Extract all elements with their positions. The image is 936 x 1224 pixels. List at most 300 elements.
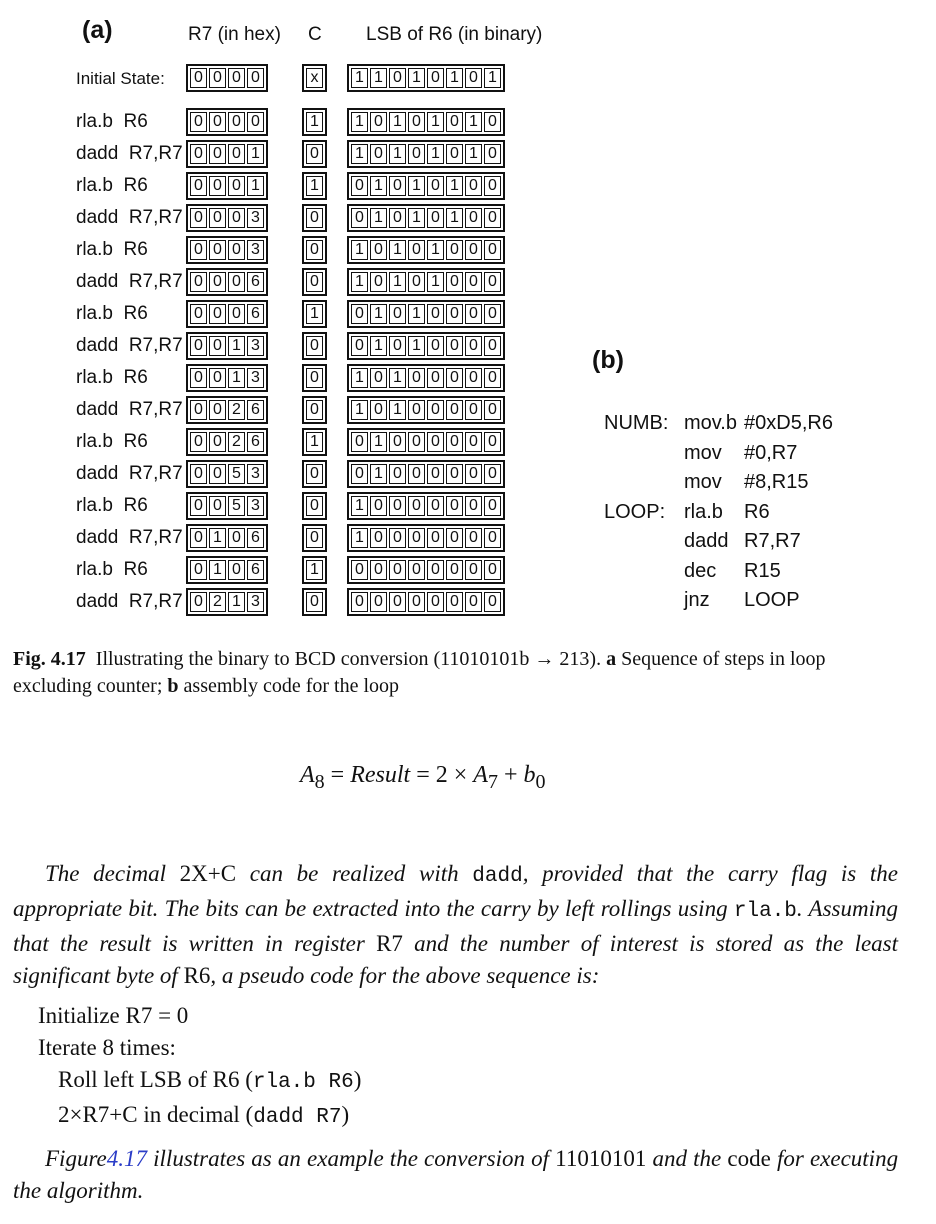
pseudo-line-3-end: )	[353, 1067, 362, 1092]
p1-text-5: and the number of interest is stored as the least significant byte of	[13, 931, 899, 988]
pseudo-line-4-code: dadd R7	[253, 1106, 342, 1129]
r7-register-bit: 3	[247, 592, 264, 612]
r7-register	[186, 172, 268, 200]
r7-register-bit: 0	[190, 592, 207, 612]
r6-register-bit: 0	[446, 272, 463, 292]
trace-instruction: dadd R7,R7	[76, 271, 183, 292]
trace-instruction: dadd R7,R7	[76, 399, 183, 420]
r6-register-bit: 0	[484, 592, 501, 612]
paragraph-2	[13, 1143, 898, 1207]
r7-register-bit: 0	[209, 496, 226, 516]
r6-register-bit: 0	[484, 304, 501, 324]
trace-row	[0, 492, 580, 522]
r6-register-bit: 0	[389, 496, 406, 516]
trace-instruction: Initial State:	[76, 69, 165, 88]
carry-flag-bit: 1	[306, 560, 323, 580]
code-line-op: mov	[684, 471, 722, 493]
r6-register-bit: 1	[389, 144, 406, 164]
p1-text-4: . Assuming that the result is written in register	[13, 896, 898, 956]
paragraph-1	[13, 858, 898, 992]
r7-register-bit: 6	[247, 432, 264, 452]
r6-register-bit: 0	[446, 496, 463, 516]
r6-register-bit: 0	[427, 368, 444, 388]
r7-register-bit: 0	[190, 304, 207, 324]
r6-register-bit: 0	[370, 592, 387, 612]
r7-register-bit: 1	[228, 592, 245, 612]
trace-instruction: rla.b R6	[76, 303, 148, 324]
r6-register-bit: 0	[427, 528, 444, 548]
eq-equals-1: =	[324, 762, 351, 788]
code-line-op: dec	[684, 559, 717, 582]
header-r7: R7 (in hex)	[188, 24, 281, 45]
r6-register-bit: 1	[389, 400, 406, 420]
header-r6: LSB of R6 (in binary)	[366, 24, 543, 45]
r6-register-bit: 1	[427, 240, 444, 260]
r6-register-bit: 0	[351, 464, 368, 484]
p2-text-3: and the	[652, 1146, 722, 1171]
r6-register-bit: 0	[484, 496, 501, 516]
carry-flag-bit: 1	[306, 432, 323, 452]
r7-register-bit: 0	[190, 496, 207, 516]
r6-register	[347, 460, 505, 488]
r6-register-bit: 0	[484, 400, 501, 420]
r6-register-bit: 1	[408, 176, 425, 196]
r6-register	[347, 172, 505, 200]
pseudo-line-3-code: rla.b R6	[252, 1071, 354, 1094]
r6-register-bit: 0	[389, 592, 406, 612]
eq-a-sub: 7	[487, 770, 498, 793]
trace-row	[0, 172, 580, 202]
r6-register-bit: 0	[351, 592, 368, 612]
carry-flag	[302, 460, 327, 488]
r7-register-bit: 3	[247, 240, 264, 260]
r6-register-bit: 0	[389, 528, 406, 548]
r7-register-bit: 1	[228, 336, 245, 356]
r6-register-bit: 0	[370, 528, 387, 548]
r6-register-bit: 0	[427, 432, 444, 452]
trace-row	[0, 396, 580, 426]
r7-register	[186, 268, 268, 296]
trace-row	[0, 556, 580, 586]
r6-register	[347, 108, 505, 136]
r7-register-bit: 0	[228, 272, 245, 292]
carry-flag	[302, 300, 327, 328]
r7-register-bit: 3	[247, 336, 264, 356]
carry-flag	[302, 204, 327, 232]
r6-register-bit: 0	[465, 432, 482, 452]
r7-register-bit: 0	[209, 400, 226, 420]
r7-register-bit: 3	[247, 464, 264, 484]
r6-register-bit: 1	[370, 304, 387, 324]
r7-register	[186, 64, 268, 92]
r6-register-bit: 0	[446, 560, 463, 580]
r6-register	[347, 524, 505, 552]
pseudo-line-4-end: )	[341, 1102, 350, 1127]
pseudo-line-4-text: 2×R7+C in decimal (	[58, 1102, 254, 1127]
figure-b-label: (b)	[592, 346, 624, 374]
r6-register-bit: 0	[408, 464, 425, 484]
r7-register-bit: 3	[247, 208, 264, 228]
r6-register	[347, 428, 505, 456]
eq-lhs-sub: 8	[314, 770, 325, 793]
r6-register-bit: 1	[408, 208, 425, 228]
r6-register-bit: 0	[465, 528, 482, 548]
carry-flag-bit: 1	[306, 304, 323, 324]
r6-register-bit: 0	[446, 464, 463, 484]
r6-register-bit: 0	[465, 592, 482, 612]
r6-register	[347, 556, 505, 584]
r6-register-bit: 0	[484, 368, 501, 388]
r6-register-bit: 0	[446, 528, 463, 548]
trace-instruction: dadd R7,R7	[76, 335, 183, 356]
p2-text-1: Figure	[45, 1146, 107, 1171]
r6-register-bit: 1	[370, 432, 387, 452]
code-line-op: mov.b	[684, 412, 737, 434]
carry-flag-bit: 0	[306, 208, 323, 228]
trace-instruction: rla.b R6	[76, 239, 148, 260]
carry-flag	[302, 588, 327, 616]
r7-register-bit: 0	[190, 68, 207, 88]
r6-register-bit: 0	[446, 400, 463, 420]
r7-register-bit: 0	[228, 176, 245, 196]
eq-lhs: A	[300, 762, 315, 788]
trace-row	[0, 332, 580, 362]
r7-register-bit: 0	[190, 464, 207, 484]
code-line-op: dadd	[684, 530, 729, 552]
code-line-label: NUMB:	[604, 412, 669, 434]
caption-text-1: Illustrating the binary to BCD conversion (11010101b → 213).	[95, 648, 602, 670]
r6-register-bit: 0	[427, 592, 444, 612]
r7-register-bit: 0	[228, 304, 245, 324]
r6-register-bit: 0	[370, 496, 387, 516]
header-carry: C	[308, 24, 322, 45]
figure-caption	[13, 646, 903, 700]
r6-register-bit: 0	[370, 368, 387, 388]
caption-part-b: b	[167, 675, 179, 697]
r7-register-bit: 0	[209, 272, 226, 292]
r7-register	[186, 556, 268, 584]
r6-register	[347, 364, 505, 392]
r7-register-bit: 0	[209, 432, 226, 452]
r7-register	[186, 204, 268, 232]
r7-register-bit: 0	[190, 240, 207, 260]
r6-register-bit: 0	[465, 272, 482, 292]
r7-register-bit: 0	[228, 112, 245, 132]
r7-register-bit: 0	[209, 240, 226, 260]
r6-register-bit: 0	[427, 304, 444, 324]
r7-register-bit: 0	[209, 464, 226, 484]
p1-text-2: can be realized with	[249, 861, 459, 886]
r6-register-bit: 0	[408, 432, 425, 452]
r6-register-bit: 0	[484, 528, 501, 548]
r6-register-bit: 0	[389, 336, 406, 356]
r7-register-bit: 1	[247, 144, 264, 164]
p2-text-4: for executing the algorithm.	[13, 1146, 899, 1203]
caption-fig-label: Fig. 4.17	[13, 648, 86, 670]
code-line-op: rla.b	[684, 500, 723, 523]
trace-row	[0, 300, 580, 330]
code-line-arg: #0xD5,R6	[744, 412, 833, 434]
r6-register-bit: 1	[446, 176, 463, 196]
carry-flag	[302, 396, 327, 424]
r6-register	[347, 268, 505, 296]
r6-register-bit: 0	[427, 68, 444, 88]
r6-register-bit: 0	[484, 112, 501, 132]
trace-row	[0, 588, 580, 618]
r6-register-bit: 0	[351, 336, 368, 356]
carry-flag-bit: 0	[306, 592, 323, 612]
r6-register-bit: 0	[370, 240, 387, 260]
r6-register-bit: 0	[465, 400, 482, 420]
r7-register-bit: 6	[247, 272, 264, 292]
r6-register-bit: 0	[446, 240, 463, 260]
r6-register-bit: 0	[389, 208, 406, 228]
r6-register-bit: 0	[465, 68, 482, 88]
trace-instruction: rla.b R6	[76, 175, 148, 196]
trace-instruction: rla.b R6	[76, 111, 148, 132]
code-line-arg: #0,R7	[744, 441, 798, 464]
code-line-arg: R15	[744, 559, 781, 582]
r7-register-bit: 6	[247, 560, 264, 580]
r6-register-bit: 1	[351, 528, 368, 548]
carry-flag-bit: 0	[306, 272, 323, 292]
r7-register-bit: 0	[228, 208, 245, 228]
r7-register	[186, 460, 268, 488]
eq-a: A	[473, 762, 488, 788]
r7-register-bit: 6	[247, 528, 264, 548]
r6-register-bit: 1	[446, 68, 463, 88]
r6-register-bit: 0	[484, 144, 501, 164]
r6-register-bit: 1	[427, 272, 444, 292]
pseudo-line-3	[38, 1064, 361, 1099]
r7-register	[186, 140, 268, 168]
r6-register-bit: 1	[351, 240, 368, 260]
r6-register-bit: 0	[484, 432, 501, 452]
r6-register-bit: 1	[351, 496, 368, 516]
r7-register-bit: 0	[190, 176, 207, 196]
p2-code-word: code	[727, 1146, 771, 1171]
r6-register-bit: 0	[370, 400, 387, 420]
r6-register-bit: 0	[446, 336, 463, 356]
r6-register-bit: 0	[351, 208, 368, 228]
trace-instruction: dadd R7,R7	[76, 527, 183, 548]
trace-row	[0, 140, 580, 170]
r7-register-bit: 0	[228, 240, 245, 260]
pseudo-line-3-text: Roll left LSB of R6 (	[58, 1067, 253, 1092]
r6-register-bit: 0	[465, 208, 482, 228]
r7-register-bit: 0	[190, 432, 207, 452]
carry-flag-bit: 0	[306, 464, 323, 484]
r6-register-bit: 0	[370, 144, 387, 164]
r6-register	[347, 204, 505, 232]
r6-register-bit: 0	[446, 304, 463, 324]
figure-reference-link[interactable]: 4.17	[106, 1146, 147, 1171]
r6-register	[347, 140, 505, 168]
r7-register-bit: 2	[228, 400, 245, 420]
r6-register-bit: 0	[446, 368, 463, 388]
r6-register-bit: 1	[389, 112, 406, 132]
carry-flag	[302, 556, 327, 584]
r7-register-bit: 0	[190, 272, 207, 292]
p2-text-2: illustrates as an example the conversion of	[153, 1146, 550, 1171]
r6-register-bit: 1	[465, 112, 482, 132]
r7-register-bit: 0	[209, 208, 226, 228]
carry-flag	[302, 236, 327, 264]
r7-register-bit: 0	[209, 336, 226, 356]
r7-register-bit: 0	[209, 112, 226, 132]
trace-instruction: rla.b R6	[76, 559, 148, 580]
trace-row	[0, 204, 580, 234]
pseudo-line-2: Iterate 8 times:	[38, 1035, 176, 1060]
r7-register-bit: 1	[247, 176, 264, 196]
code-line-arg: R7,R7	[744, 530, 801, 552]
r7-register-bit: 0	[209, 176, 226, 196]
r6-register-bit: 1	[351, 272, 368, 292]
trace-row	[0, 268, 580, 298]
r6-register-bit: 1	[427, 144, 444, 164]
carry-flag	[302, 108, 327, 136]
caption-text-2: Sequence of steps in loop excluding counter;	[13, 648, 826, 697]
pseudo-line-4	[38, 1099, 361, 1134]
r6-register-bit: 0	[465, 176, 482, 196]
r7-register	[186, 332, 268, 360]
r6-register	[347, 64, 505, 92]
trace-row	[0, 108, 580, 138]
p1-reg-r7: R7	[376, 931, 403, 956]
r6-register	[347, 588, 505, 616]
trace-row	[0, 524, 580, 554]
r6-register-bit: 0	[427, 176, 444, 196]
r7-register	[186, 364, 268, 392]
carry-flag	[302, 172, 327, 200]
carry-flag	[302, 140, 327, 168]
r6-register-bit: 0	[408, 368, 425, 388]
carry-flag-bit: 0	[306, 144, 323, 164]
pseudocode-block	[38, 1000, 361, 1134]
r7-register	[186, 588, 268, 616]
r7-register	[186, 524, 268, 552]
carry-flag	[302, 364, 327, 392]
r7-register-bit: 6	[247, 400, 264, 420]
r6-register-bit: 1	[370, 208, 387, 228]
r7-register-bit: 0	[190, 112, 207, 132]
r6-register-bit: 1	[370, 176, 387, 196]
r6-register-bit: 0	[370, 272, 387, 292]
r6-register-bit: 1	[427, 112, 444, 132]
p1-text-1: The decimal	[45, 861, 166, 886]
r6-register-bit: 0	[465, 464, 482, 484]
r7-register-bit: 0	[228, 560, 245, 580]
r6-register-bit: 0	[484, 240, 501, 260]
carry-flag-bit: 0	[306, 336, 323, 356]
r6-register-bit: 0	[408, 400, 425, 420]
p1-text-3: , provided that the carry flag is the appropriate bit. The bits can be extracted into the carry by left rollings using	[13, 861, 899, 921]
r7-register-bit: 0	[190, 336, 207, 356]
p2-number: 11010101	[555, 1146, 647, 1171]
r6-register-bit: 0	[465, 304, 482, 324]
carry-flag-bit: 0	[306, 368, 323, 388]
r6-register-bit: 1	[484, 68, 501, 88]
r7-register	[186, 492, 268, 520]
r6-register-bit: 1	[446, 208, 463, 228]
r7-register	[186, 300, 268, 328]
p1-expression: 2X+C	[179, 861, 237, 886]
r7-register-bit: 0	[228, 68, 245, 88]
r7-register-bit: 6	[247, 304, 264, 324]
r6-register-bit: 0	[389, 304, 406, 324]
r7-register-bit: 0	[190, 400, 207, 420]
r6-register-bit: 0	[484, 560, 501, 580]
r7-register-bit: 0	[190, 208, 207, 228]
carry-flag	[302, 332, 327, 360]
carry-flag-bit: 1	[306, 176, 323, 196]
caption-part-a: a	[606, 648, 617, 670]
r6-register-bit: 0	[427, 560, 444, 580]
r7-register	[186, 108, 268, 136]
r6-register-bit: 0	[351, 560, 368, 580]
r6-register-bit: 0	[465, 560, 482, 580]
r6-register-bit: 0	[408, 144, 425, 164]
r6-register-bit: 0	[446, 432, 463, 452]
r7-register	[186, 428, 268, 456]
trace-instruction: rla.b R6	[76, 431, 148, 452]
r6-register-bit: 0	[408, 496, 425, 516]
carry-flag	[302, 268, 327, 296]
carry-flag-bit: 0	[306, 240, 323, 260]
r6-register-bit: 1	[408, 304, 425, 324]
r6-register-bit: 0	[446, 112, 463, 132]
r6-register-bit: 0	[465, 368, 482, 388]
caption-text-3: assembly code for the loop	[183, 675, 400, 697]
eq-result: Result	[350, 762, 411, 788]
r6-register-bit: 0	[484, 176, 501, 196]
figure-a	[0, 0, 580, 630]
carry-flag	[302, 524, 327, 552]
p1-code-dadd: dadd	[472, 865, 523, 888]
r6-register-bit: 1	[351, 68, 368, 88]
figure-b	[590, 340, 890, 630]
code-line-label: LOOP:	[604, 500, 666, 523]
code-line-arg: LOOP	[744, 589, 800, 611]
trace-row	[0, 428, 580, 458]
r7-register-bit: 3	[247, 496, 264, 516]
r6-register-bit: 1	[465, 144, 482, 164]
r6-register-bit: 0	[484, 272, 501, 292]
r6-register	[347, 236, 505, 264]
code-line-op: mov	[684, 441, 722, 464]
eq-b-sub: 0	[535, 770, 546, 793]
trace-instruction: dadd R7,R7	[76, 591, 183, 612]
r7-register-bit: 0	[209, 144, 226, 164]
r6-register-bit: 0	[427, 464, 444, 484]
r6-register-bit: 0	[389, 68, 406, 88]
r6-register-bit: 0	[484, 464, 501, 484]
pseudo-line-1: Initialize R7 = 0	[38, 1003, 189, 1028]
r6-register-bit: 0	[427, 336, 444, 356]
trace-row	[0, 64, 580, 94]
r6-register-bit: 1	[351, 144, 368, 164]
r6-register-bit: 1	[408, 336, 425, 356]
r6-register-bit: 1	[389, 368, 406, 388]
r7-register-bit: 0	[190, 560, 207, 580]
r7-register-bit: 0	[209, 368, 226, 388]
r6-register-bit: 1	[351, 400, 368, 420]
carry-flag	[302, 492, 327, 520]
trace-row	[0, 236, 580, 266]
carry-flag-bit: 1	[306, 112, 323, 132]
trace-instruction: dadd R7,R7	[76, 143, 183, 164]
r6-register	[347, 396, 505, 424]
